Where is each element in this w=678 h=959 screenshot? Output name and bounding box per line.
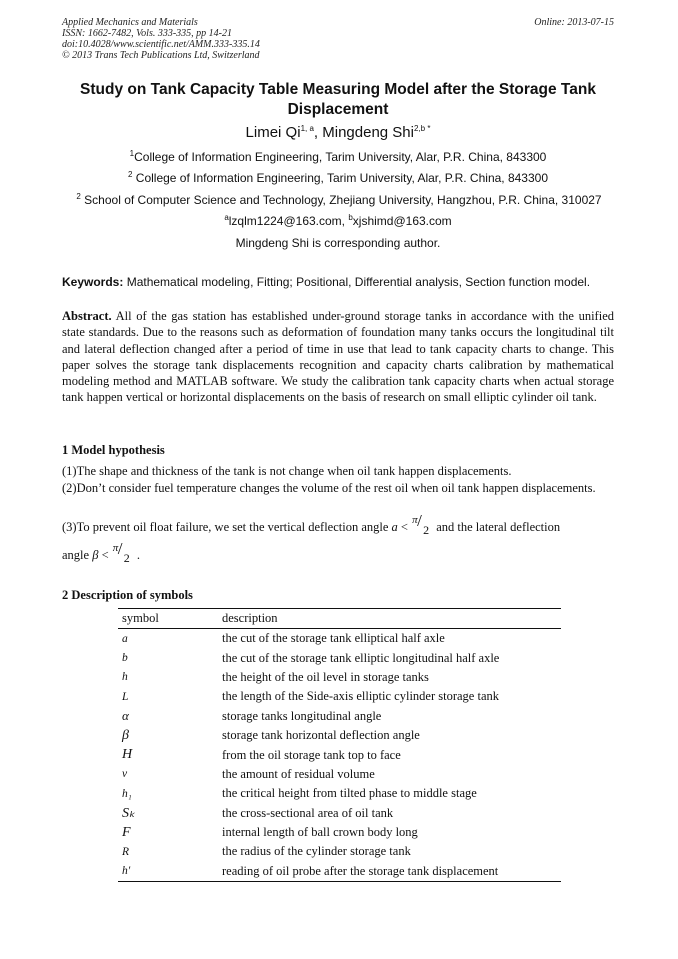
affiliation-1-sup: 1 [129,149,135,158]
email-b-sup: b [348,213,353,222]
description-cell: the cut of the storage tank elliptic longitudinal half axle [222,650,500,665]
fraction-pi-2: π [112,542,119,554]
less-than: < [397,520,412,534]
description-cell: the critical height from tilted phase to middle stage [222,786,477,801]
symbol-cell: b [122,652,128,665]
journal-name: Applied Mechanics and Materials [62,17,198,28]
affiliation-2-sup: 2 [127,170,133,179]
author-line [62,123,614,143]
paper-title: Study on Tank Capacity Table Measuring Model after the Storage Tank Displacement [80,81,596,118]
table-row [118,784,561,803]
email-line [62,213,614,229]
symbol-cell: F [122,824,131,840]
section-1-heading: 1 Model hypothesis [62,443,165,457]
symbol-cell: h′ [118,862,218,882]
author-1-sup: 1, a [300,124,314,133]
angle-word: angle [62,548,93,562]
symbol-cell: a [122,632,128,645]
fraction-slash-2: / [117,539,123,558]
affiliation-2-text: College of Information Engineering, Tarim University, Alar, P.R. China, 843300 [132,171,548,185]
fraction-two-2: 2 [123,551,130,565]
email-a-sup: a [224,213,229,222]
hypothesis-3-mid: and the lateral deflection [433,520,561,534]
description-cell: from the oil storage tank top to face [222,747,401,762]
table-row [118,668,561,687]
abstract [62,308,614,406]
table-row [118,687,561,706]
description-cell: the length of the Side-axis elliptic cylinder storage tank [222,689,500,704]
description-cell: storage tank horizontal deflection angle [222,728,420,743]
abstract-label: Abstract. [62,309,112,323]
fraction-slash: / [417,511,422,530]
issn-line: ISSN: 1662-7482, Vols. 333-335, pp 14-21 [62,28,232,39]
table-row [118,804,561,823]
symbol-cell: h [122,671,128,684]
hypothesis-3-text: (3)To prevent oil float failure, we set the vertical deflection angle [62,520,392,534]
description-cell: the cut of the storage tank elliptical half axle [222,631,445,646]
corresponding-note: Mingdeng Shi is corresponding author. [235,236,441,250]
symbol-cell: L [122,690,129,703]
hypothesis-2: (2)Don’t consider fuel temperature changes the volume of the rest oil when oil tank happen displacements. [62,481,596,495]
table-row [118,862,561,882]
description-cell: the amount of residual volume [222,766,375,781]
keywords-label: Keywords: [62,275,124,289]
symbol-cell: Sₖ [122,805,135,821]
pi-over-2-fraction-2 [112,539,134,565]
symbols-table [118,608,561,882]
table-row [118,765,561,784]
table-header-row [118,609,561,629]
fraction-two: 2 [423,523,430,537]
hypothesis-3-cont [62,539,614,565]
lateral-angle-symbol: β [92,548,99,562]
table-row [118,823,561,842]
symbol-cell: α [122,708,129,724]
affiliation-3-text: School of Computer Science and Technology, Zhejiang University, Hangzhou, P.R. China, 310027 [80,193,602,207]
affiliation-2 [62,170,614,186]
description-cell: the cross-sectional area of oil tank [222,805,394,820]
description-cell: the height of the oil level in storage tanks [222,669,429,684]
affiliation-3-sup: 2 [76,192,81,201]
affiliation-1 [62,149,614,165]
email-b: xjshimd@163.com [352,214,452,228]
author-2-sup: 2,b * [413,124,431,133]
pi-over-2-fraction [411,511,433,537]
author-2: Mingdeng Shi [322,124,414,141]
symbol-cell: h₁ [122,787,132,800]
hypothesis-3-end: . [133,548,140,562]
keywords [62,274,614,290]
keywords-text: Mathematical modeling, Fitting; Positional, Differential analysis, Section function model. [123,275,591,289]
symbol-cell: H [122,747,133,763]
doi-line: doi:10.4028/www.scientific.net/AMM.333-335.14 [62,39,260,50]
online-date: Online: 2013-07-15 [534,17,614,28]
description-cell: the radius of the cylinder storage tank [222,844,411,859]
description-cell: internal length of ball crown body long [222,825,418,840]
symbol-cell: β [122,727,129,743]
section-2-heading: 2 Description of symbols [62,588,193,602]
table-row [118,745,561,764]
table-row [118,629,561,649]
affiliation-1-text: College of Information Engineering, Tarim University, Alar, P.R. China, 843300 [134,150,547,164]
table-row [118,707,561,726]
affiliation-3 [62,192,616,208]
symbol-cell: v [122,768,128,781]
copyright-line: © 2013 Trans Tech Publications Ltd, Switzerland [62,50,260,61]
col-description-header: description [218,609,561,629]
less-than-2: < [98,548,112,562]
description-cell: reading of oil probe after the storage tank displacement [218,862,561,882]
hypothesis-3 [62,511,614,537]
description-cell: storage tanks longitudinal angle [222,708,382,723]
author-separator: , [313,124,323,141]
table-row [118,648,561,667]
journal-header [62,17,260,61]
email-a: lzqlm1224@163.com, [228,214,349,228]
fraction-pi: π [412,514,418,526]
symbol-cell: R [122,845,130,858]
table-row [118,842,561,861]
abstract-text: All of the gas station has established under-ground storage tanks in accordance with the unified state standards. Due to the reasons such as deformation of foundation many tanks occurs the longitudinal tilt and lateral deflection changed after a period of time in use that lead to tank capacity charts to change. This paper solves the storage tank displacements recognition and capacity charts calibration by mathematical modeling method and MATLAB software. We study the calibration tank capacity charts when actual storage tank happen vertical or horizontal displacements on the basis of research on small elliptic cylinder oil tank. [62,309,614,405]
author-1: Limei Qi [245,124,301,141]
col-symbol-header: symbol [118,609,218,629]
hypothesis-1: (1)The shape and thickness of the tank is not change when oil tank happen displacements. [62,464,512,478]
vertical-angle-symbol: a [391,520,398,534]
table-row [118,726,561,745]
